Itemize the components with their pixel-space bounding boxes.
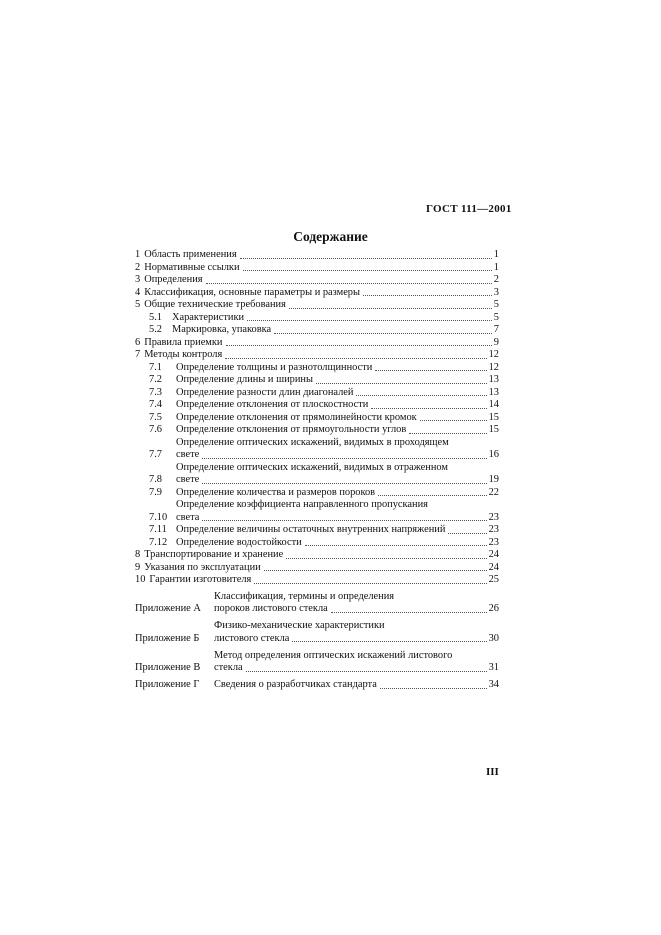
toc-entry (135, 499, 499, 524)
toc-entry-number: 8 (135, 549, 141, 560)
toc-entry-number: 6 (135, 336, 141, 348)
dot-leader (363, 295, 492, 296)
toc-entry-text: Определения (144, 274, 203, 285)
toc-entry-number: 7.2 (149, 374, 162, 385)
toc-entry-page: 1 (493, 261, 499, 273)
toc-entry (135, 412, 499, 425)
toc-entry (135, 262, 499, 275)
toc-entry (135, 549, 499, 562)
toc-entry-text: Классификация, термины и определения (214, 590, 395, 602)
toc-entry-page: 31 (488, 662, 499, 674)
toc-entry-text: Гарантии изготовителя (149, 574, 252, 585)
toc-entry-page: 12 (488, 349, 499, 360)
toc-entry-number: 7.4 (149, 399, 162, 410)
toc-entry (135, 620, 499, 645)
toc-entry-number: Приложение В (135, 662, 201, 674)
dot-leader (202, 483, 486, 484)
dot-leader (206, 283, 492, 284)
dot-leader (274, 333, 492, 334)
dot-leader (380, 688, 487, 689)
toc-entry-page: 24 (488, 549, 499, 560)
toc-entry-page: 2 (493, 274, 499, 285)
toc-entry-text: Нормативные ссылки (144, 261, 240, 273)
toc-entry-text: Определение длины и ширины (176, 374, 313, 385)
toc-entry-text: Правила приемки (144, 336, 223, 348)
toc-entry-page: 13 (488, 374, 499, 385)
toc-entry-number: 7.1 (149, 361, 162, 373)
dot-leader (240, 258, 492, 259)
toc-entry-number: 4 (135, 286, 141, 298)
toc-entry-number: 3 (135, 274, 141, 285)
toc-entry-page: 3 (493, 286, 499, 298)
toc-entry (135, 487, 499, 500)
toc-entry-page: 23 (488, 511, 499, 523)
toc-entry-number: 5.1 (149, 311, 162, 323)
toc-entry-text: Определение величины остаточных внутренних напряжений (176, 524, 446, 535)
toc-entry (135, 362, 499, 375)
toc-entry-number: Приложение Б (135, 632, 200, 644)
toc-entry-text: Маркировка, упаковка (172, 324, 272, 335)
toc-entry (135, 524, 499, 537)
toc-entry-number: 7.9 (149, 486, 162, 498)
toc-entry-page: 5 (493, 299, 499, 310)
toc-entry-text: Определение отклонения от прямолинейности кромок (176, 411, 417, 423)
dot-leader (286, 558, 486, 559)
toc-entry-page: 14 (488, 399, 499, 410)
toc-entry-number: 7.8 (149, 474, 162, 485)
dot-leader (254, 583, 486, 584)
toc-entry-number: 2 (135, 261, 141, 273)
toc-entry-page: 23 (488, 524, 499, 535)
toc-entry-text: Сведения о разработчиках стандарта (214, 679, 377, 691)
toc-entry-text: Определение отклонения от плоскостности (176, 399, 369, 410)
toc-entry (135, 374, 499, 387)
toc-entry-page: 26 (488, 603, 499, 615)
toc-entry-page: 15 (488, 411, 499, 423)
toc-entry-page: 34 (488, 679, 499, 691)
toc-entry-page: 13 (488, 386, 499, 398)
toc-entry-text: свете (176, 474, 200, 485)
dot-leader (292, 641, 486, 642)
toc-entry-number: 7.6 (149, 424, 162, 435)
dot-leader (202, 458, 486, 459)
toc-entry (135, 437, 499, 462)
toc-entry-text: Определение водостойкости (176, 536, 302, 548)
toc-entry-number: 7.10 (149, 511, 168, 523)
toc-entry-text: свете (176, 449, 200, 460)
toc-entry-text: Методы контроля (144, 349, 223, 360)
toc-entry-page: 16 (488, 449, 499, 460)
toc-entry-text: Область применения (144, 249, 237, 260)
toc-entry-text: Физико-механические характеристики (214, 620, 385, 632)
toc-entry-text: света (176, 511, 200, 523)
toc-entry-number: 1 (135, 249, 141, 260)
toc-entry-page: 24 (488, 561, 499, 573)
toc-entry (135, 299, 499, 312)
dot-leader (226, 345, 492, 346)
toc-entry-page: 9 (493, 336, 499, 348)
toc-entry (135, 399, 499, 412)
toc-entry-text: Общие технические требования (144, 299, 286, 310)
toc-entry-page: 22 (488, 486, 499, 498)
toc-entry (135, 249, 499, 262)
toc-entry-page: 19 (488, 474, 499, 485)
dot-leader (409, 433, 486, 434)
toc-entry-number: 7 (135, 349, 141, 360)
page-title: Содержание (293, 229, 368, 244)
toc-entry (135, 537, 499, 550)
toc-entry (135, 324, 499, 337)
toc-entry-text: Определение коэффициента направленного пропускания (176, 499, 428, 510)
toc-entry-text: Определение отклонения от прямоугольности углов (176, 424, 407, 435)
toc-entry (135, 574, 499, 587)
toc-entry-number: 9 (135, 561, 141, 573)
toc-entry-text: листового стекла (214, 632, 290, 644)
toc-entry (135, 424, 499, 437)
toc-entry-text: Определение толщины и разнотолщинности (176, 361, 373, 373)
dot-leader (331, 612, 487, 613)
toc-entry-page: 1 (493, 249, 499, 260)
toc-entry (135, 287, 499, 300)
dot-leader (448, 533, 486, 534)
toc-entry (135, 591, 499, 616)
toc-entry-text: Метод определения оптических искажений листового (214, 649, 453, 661)
toc-entry-number: 7.11 (149, 524, 167, 535)
dot-leader (247, 320, 492, 321)
toc-entry-number: 5.2 (149, 324, 162, 335)
toc-entry-page: 5 (493, 311, 499, 323)
dot-leader (316, 383, 487, 384)
toc-entry-text: Указания по эксплуатации (144, 561, 261, 573)
dot-leader (375, 370, 486, 371)
toc-entry-page: 12 (488, 361, 499, 373)
toc-entry-number: 7.3 (149, 386, 162, 398)
toc-entry-text: пороков листового стекла (214, 603, 328, 615)
toc-entry-text: Характеристики (172, 311, 245, 323)
page-number: III (486, 766, 499, 778)
dot-leader (289, 308, 492, 309)
toc-entry-number: 7.5 (149, 411, 162, 423)
dot-leader (264, 570, 487, 571)
table-of-contents (135, 249, 499, 692)
toc-entry-text: Транспортирование и хранение (144, 549, 284, 560)
dot-leader (356, 395, 486, 396)
toc-entry (135, 387, 499, 400)
toc-entry (135, 462, 499, 487)
toc-entry (135, 562, 499, 575)
toc-entry (135, 337, 499, 350)
toc-entry-number: Приложение А (135, 603, 201, 615)
toc-entry-number: 7.12 (149, 536, 168, 548)
dot-leader (225, 358, 486, 359)
toc-entry (135, 679, 499, 692)
toc-entry-text: Определение оптических искажений, видимых в отраженном (176, 461, 448, 473)
toc-entry-page: 7 (493, 324, 499, 335)
toc-entry-text: Классификация, основные параметры и размеры (144, 286, 360, 298)
dot-leader (420, 420, 487, 421)
document-header: ГОСТ 111—2001 (426, 203, 512, 215)
toc-entry-number: 5 (135, 299, 141, 310)
toc-entry-page: 23 (488, 536, 499, 548)
toc-entry-page: 30 (488, 632, 499, 644)
toc-entry (135, 349, 499, 362)
dot-leader (378, 495, 487, 496)
dot-leader (202, 520, 486, 521)
toc-entry-number: Приложение Г (135, 679, 200, 691)
toc-entry-page: 15 (488, 424, 499, 435)
toc-entry-number: 10 (135, 574, 146, 585)
toc-entry-text: Определение оптических искажений, видимых в проходящем (176, 436, 449, 448)
toc-entry-text: Определение разности длин диагоналей (176, 386, 354, 398)
dot-leader (243, 270, 492, 271)
toc-entry-page: 25 (488, 574, 499, 585)
toc-entry-text: стекла (214, 662, 243, 674)
toc-entry (135, 650, 499, 675)
toc-entry-number: 7.7 (149, 449, 162, 460)
dot-leader (371, 408, 486, 409)
toc-entry-text: Определение количества и размеров пороков (176, 486, 376, 498)
dot-leader (246, 671, 487, 672)
toc-entry (135, 274, 499, 287)
dot-leader (305, 545, 487, 546)
toc-entry (135, 312, 499, 325)
